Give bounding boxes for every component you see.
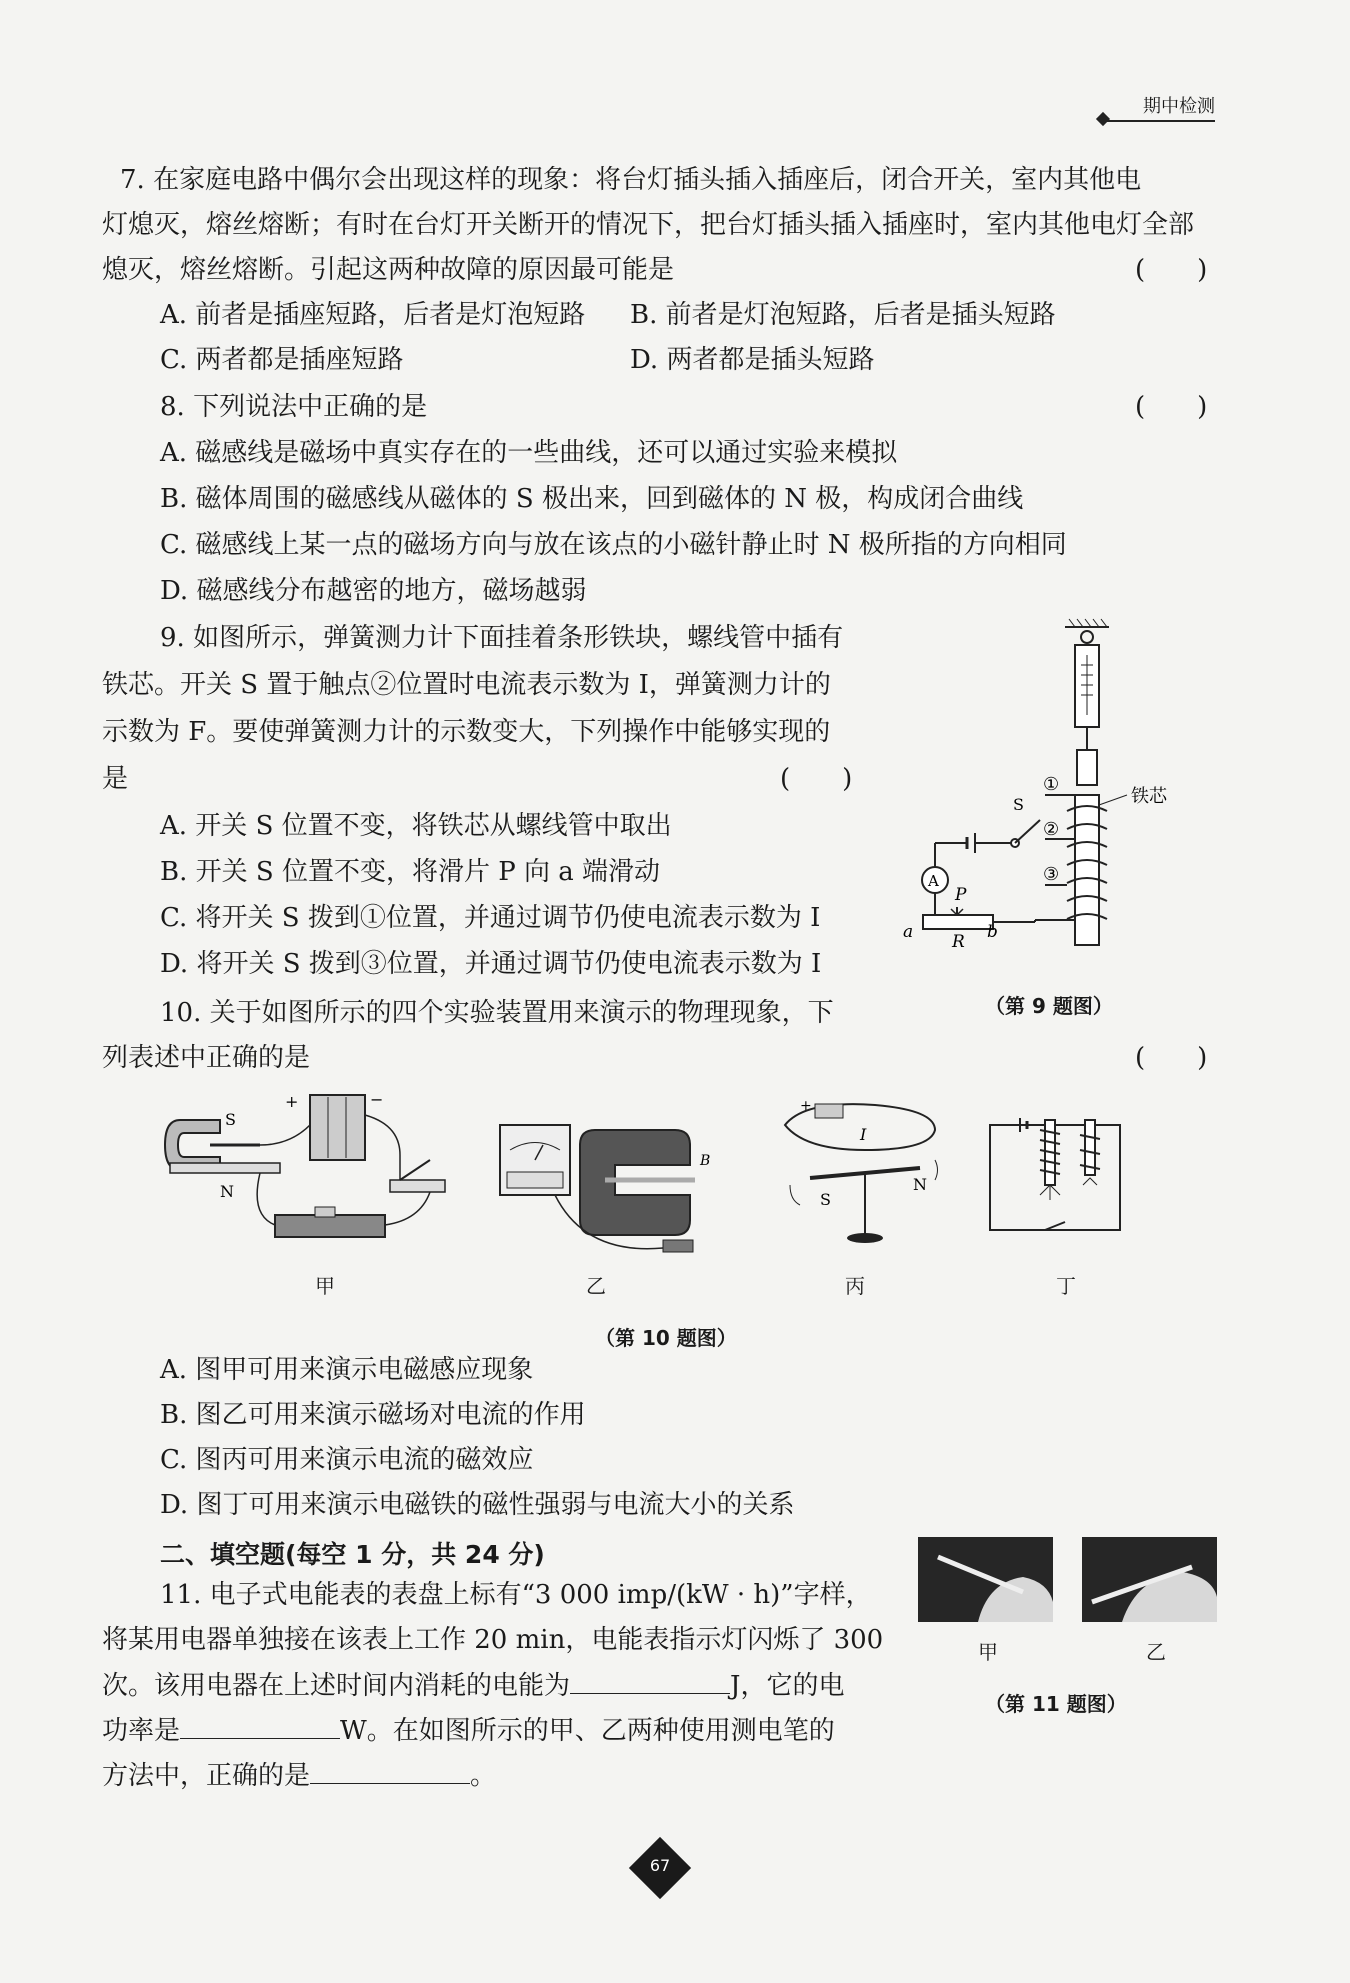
q11-line-3-text: 次。该用电器在上述时间内消耗的电能为 xyxy=(102,1671,571,1701)
q9-line-1: 9. 如图所示，弹簧测力计下面挂着条形铁块，螺线管中插有 xyxy=(160,623,844,653)
q11-line-5-tail: 。 xyxy=(470,1761,497,1791)
label-end-a: a xyxy=(903,922,914,942)
q11-figure-caption: （第 11 题图） xyxy=(985,1692,1127,1716)
bing-label-s: S xyxy=(820,1190,831,1209)
q7-answer-paren: ( ) xyxy=(1135,255,1208,285)
jia-label-plus: + xyxy=(285,1092,299,1111)
q9-option-c: C. 将开关 S 拨到①位置，并通过调节仍使电流表示数为 I xyxy=(160,903,821,933)
figure-jia-apparatus xyxy=(160,1085,460,1260)
q11-line-5-text: 方法中，正确的是 xyxy=(102,1761,311,1791)
header-rule xyxy=(1105,120,1215,122)
q8-option-d: D. 磁感线分布越密的地方，磁场越弱 xyxy=(160,576,587,606)
q9-circuit-figure xyxy=(895,615,1215,955)
q7-option-a: A. 前者是插座短路，后者是灯泡短路 xyxy=(160,300,586,330)
q7-option-b: B. 前者是灯泡短路，后者是插头短路 xyxy=(630,300,1056,330)
yi-label-b: B xyxy=(700,1153,711,1169)
figure-yi-apparatus xyxy=(495,1110,735,1260)
answer-blank-method xyxy=(310,1757,470,1784)
fig10-label-jia: 甲 xyxy=(315,1274,335,1298)
fig10-label-yi: 乙 xyxy=(586,1274,606,1298)
q8-option-c: C. 磁感线上某一点的磁场方向与放在该点的小磁针静止时 N 极所指的方向相同 xyxy=(160,530,1067,560)
bing-label-plus: + xyxy=(800,1098,812,1114)
fig10-label-ding: 丁 xyxy=(1056,1274,1076,1298)
page-number: 67 xyxy=(649,1856,671,1875)
bing-label-n: N xyxy=(913,1175,927,1194)
bing-label-i: I xyxy=(860,1125,867,1144)
label-ammeter: A xyxy=(928,872,939,890)
q10-option-a: A. 图甲可用来演示电磁感应现象 xyxy=(160,1355,534,1385)
q11-line-3-tail: J，它的电 xyxy=(730,1671,845,1701)
q11-line-2: 将某用电器单独接在该表上工作 20 min，电能表指示灯闪烁了 300 xyxy=(102,1625,884,1655)
q11-line-4-tail: W。在如图所示的甲、乙两种使用测电笔的 xyxy=(340,1716,835,1746)
q10-option-b: B. 图乙可用来演示磁场对电流的作用 xyxy=(160,1400,586,1430)
section-tag: 期中检测 xyxy=(1143,96,1215,117)
q11-line-4 xyxy=(102,1712,835,1749)
q10-figure-caption: （第 10 题图） xyxy=(595,1326,737,1350)
q9-line-4: 是 xyxy=(102,764,129,794)
q11-line-4-text: 功率是 xyxy=(102,1716,181,1746)
photo-yi-tester-grip xyxy=(1082,1537,1217,1622)
q8-stem: 8. 下列说法中正确的是 xyxy=(160,392,428,422)
q7-option-d: D. 两者都是插头短路 xyxy=(630,345,875,375)
q9-option-b: B. 开关 S 位置不变，将滑片 P 向 a 端滑动 xyxy=(160,857,661,887)
label-iron-core: 铁芯 xyxy=(1131,786,1167,807)
q7-line-2: 灯熄灭，熔丝熔断；有时在台灯开关断开的情况下，把台灯插头插入插座时，室内其他电灯全部 xyxy=(102,210,1195,240)
label-slider-p: P xyxy=(955,885,967,905)
q9-option-d: D. 将开关 S 拨到③位置，并通过调节仍使电流表示数为 I xyxy=(160,949,822,979)
label-contact-2: ② xyxy=(1043,819,1060,840)
q10-answer-paren: ( ) xyxy=(1135,1043,1208,1073)
label-resistor-r: R xyxy=(952,932,965,952)
q9-option-a: A. 开关 S 位置不变，将铁芯从螺线管中取出 xyxy=(160,811,672,841)
answer-blank-power xyxy=(180,1712,340,1739)
q7-line-3: 熄灭，熔丝熔断。引起这两种故障的原因最可能是 xyxy=(102,255,675,285)
label-switch-s: S xyxy=(1013,795,1024,814)
q10-line-2: 列表述中正确的是 xyxy=(102,1043,311,1073)
q10-line-1: 10. 关于如图所示的四个实验装置用来演示的物理现象，下 xyxy=(160,998,834,1028)
figure-bing-apparatus xyxy=(765,1090,955,1260)
figure-ding-apparatus xyxy=(985,1110,1135,1245)
label-end-b: b xyxy=(987,922,998,942)
q10-option-d: D. 图丁可用来演示电磁铁的磁性强弱与电流大小的关系 xyxy=(160,1490,795,1520)
jia-label-s: S xyxy=(225,1110,236,1129)
answer-blank-energy xyxy=(570,1667,730,1694)
jia-label-n: N xyxy=(220,1182,234,1201)
q9-line-3: 示数为 F。要使弹簧测力计的示数变大，下列操作中能够实现的 xyxy=(102,717,831,747)
q9-answer-paren: ( ) xyxy=(780,764,853,794)
q9-figure-caption: （第 9 题图） xyxy=(985,994,1113,1018)
fig11-label-yi: 乙 xyxy=(1146,1640,1166,1664)
q8-option-a: A. 磁感线是磁场中真实存在的一些曲线，还可以通过实验来模拟 xyxy=(160,438,898,468)
q11-line-3 xyxy=(102,1667,844,1704)
jia-label-minus: − xyxy=(370,1090,384,1109)
header-diamond xyxy=(1096,112,1110,126)
q7-line-1: 7. 在家庭电路中偶尔会出现这样的现象：将台灯插头插入插座后，闭合开关，室内其他电 xyxy=(120,165,1142,195)
q11-line-1: 11. 电子式电能表的表盘上标有“3 000 imp/(kW · h)”字样， xyxy=(160,1580,872,1610)
label-contact-1: ① xyxy=(1043,774,1060,795)
q10-option-c: C. 图丙可用来演示电流的磁效应 xyxy=(160,1445,534,1475)
q8-option-b: B. 磁体周围的磁感线从磁体的 S 极出来，回到磁体的 N 极，构成闭合曲线 xyxy=(160,484,1024,514)
q9-line-2: 铁芯。开关 S 置于触点②位置时电流表示数为 I，弹簧测力计的 xyxy=(102,670,831,700)
section-fill-in-title: 二、填空题(每空 1 分，共 24 分) xyxy=(160,1540,545,1569)
q8-answer-paren: ( ) xyxy=(1135,392,1208,422)
fig10-label-bing: 丙 xyxy=(845,1274,865,1298)
q7-option-c: C. 两者都是插座短路 xyxy=(160,345,404,375)
fig11-label-jia: 甲 xyxy=(978,1640,998,1664)
q11-line-5 xyxy=(102,1757,496,1794)
label-contact-3: ③ xyxy=(1043,864,1060,885)
photo-jia-tester-grip xyxy=(918,1537,1053,1622)
